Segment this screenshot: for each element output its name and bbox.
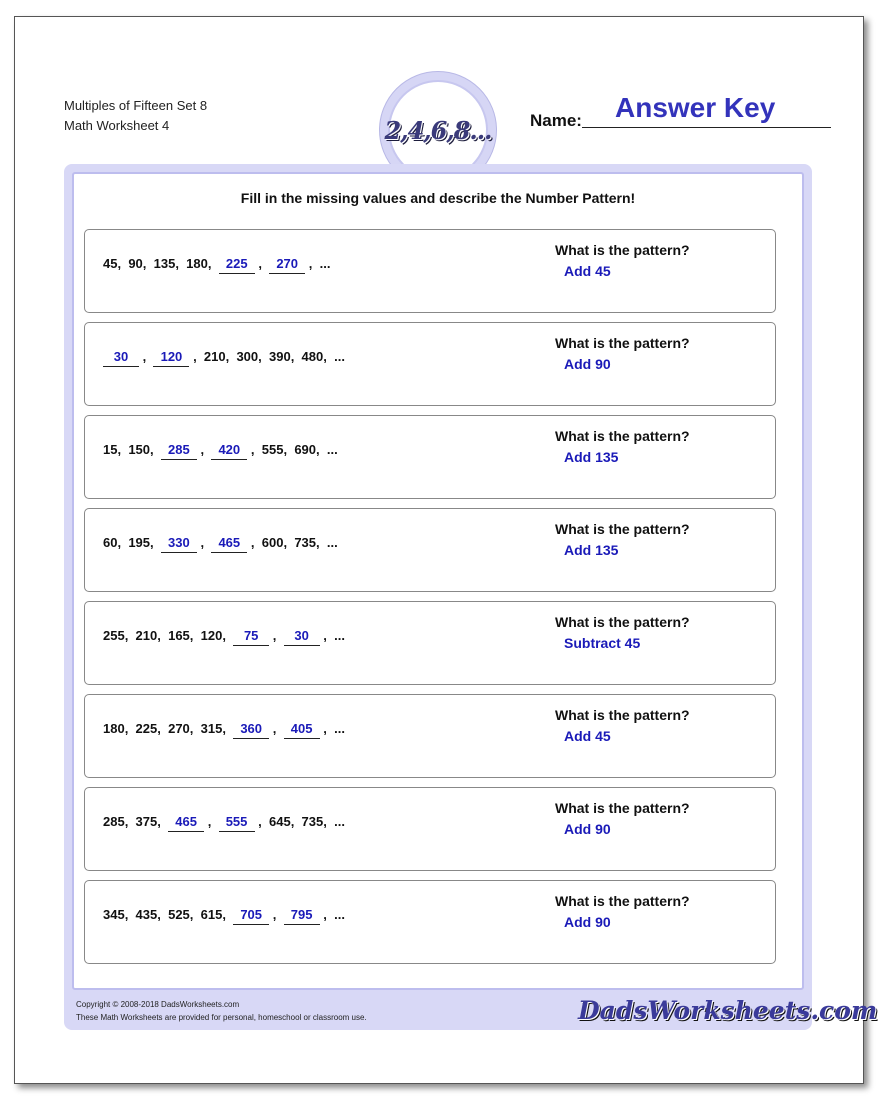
pattern-question: What is the pattern? <box>555 707 690 723</box>
pattern-answer: Add 90 <box>564 821 611 837</box>
answer-key: Answer Key <box>615 92 776 123</box>
number-sequence: 60, 195, 330 , 465 , 600, 735, ... <box>103 535 338 553</box>
problem-box <box>84 787 776 871</box>
problem-box <box>84 229 776 313</box>
sequence-number: 195 <box>128 535 151 550</box>
sequence-number: 255 <box>103 628 125 643</box>
answer-blank: 360 <box>233 721 269 739</box>
number-sequence: 180, 225, 270, 315, 360 , 405 , ... <box>103 721 345 739</box>
problem-box <box>84 508 776 592</box>
sequence-number: 645 <box>269 814 291 829</box>
sequence-number: 210 <box>203 349 226 364</box>
sequence-number: 15 <box>103 442 118 457</box>
sequence-number: 600 <box>261 535 284 550</box>
problem-box <box>84 415 776 499</box>
sequence-number: ... <box>334 907 345 922</box>
sequence-number: 120 <box>200 628 223 643</box>
title-line-1: Multiples of Fifteen Set 8 <box>64 98 208 113</box>
sequence-number: 345 <box>103 907 125 922</box>
problem-box <box>84 601 776 685</box>
sequence-number: 300 <box>236 349 259 364</box>
sequence-number: ... <box>326 442 338 457</box>
number-sequence: 345, 435, 525, 615, 705 , 795 , ... <box>103 907 345 925</box>
usage-notice: These Math Worksheets are provided for personal, homeschool or classroom use. <box>76 1013 367 1022</box>
sequence-number: 735 <box>301 814 324 829</box>
sequence-number: ... <box>334 349 345 364</box>
pattern-answer: Add 90 <box>564 356 611 372</box>
sequence-number: 270 <box>168 721 190 736</box>
pattern-answer: Subtract 45 <box>564 635 641 651</box>
answer-blank: 465 <box>168 814 204 832</box>
answer-blank: 225 <box>219 256 255 274</box>
sequence-number: ... <box>334 628 345 643</box>
number-sequence: 15, 150, 285 , 420 , 555, 690, ... <box>103 442 338 460</box>
answer-blank: 705 <box>233 907 269 925</box>
sequence-number: 90 <box>128 256 143 271</box>
pattern-answer: Add 135 <box>564 542 619 558</box>
sequence-number: 165 <box>168 628 190 643</box>
sequence-number: 690 <box>294 442 317 457</box>
sequence-number: 435 <box>135 907 158 922</box>
problem-box <box>84 880 776 964</box>
pattern-question: What is the pattern? <box>555 335 690 351</box>
answer-blank: 555 <box>219 814 255 832</box>
sequence-number: 150 <box>128 442 151 457</box>
sequence-number: 285 <box>103 814 125 829</box>
copyright-text: Copyright © 2008-2018 DadsWorksheets.com <box>76 1000 240 1009</box>
sequence-number: ... <box>326 535 338 550</box>
sequence-number: 210 <box>135 628 158 643</box>
sequence-number: 180 <box>186 256 208 271</box>
number-sequence: 30 , 120 , 210, 300, 390, 480, ... <box>103 349 345 367</box>
sequence-number: 315 <box>200 721 223 736</box>
sequence-number: ... <box>319 256 331 271</box>
number-sequence: 45, 90, 135, 180, 225 , 270 , ... <box>103 256 330 274</box>
sequence-number: 555 <box>261 442 284 457</box>
footer <box>76 998 367 1024</box>
sequence-number: 135 <box>153 256 176 271</box>
sequence-number: 375 <box>135 814 158 829</box>
pattern-answer: Add 45 <box>564 728 611 744</box>
answer-blank: 120 <box>153 349 189 367</box>
dadsworksheets-logo: DadsWorksheets.com <box>578 996 878 1025</box>
title-line-2: Math Worksheet 4 <box>64 118 170 133</box>
name-line <box>582 127 831 128</box>
sequence-number: ... <box>334 814 345 829</box>
problem-box <box>84 694 776 778</box>
answer-blank: 795 <box>284 907 320 925</box>
answer-blank: 30 <box>103 349 139 367</box>
sequence-number: 225 <box>135 721 158 736</box>
answer-blank: 330 <box>161 535 197 553</box>
answer-blank: 30 <box>284 628 320 646</box>
sequence-number: 525 <box>168 907 190 922</box>
number-sequence: 255, 210, 165, 120, 75 , 30 , ... <box>103 628 345 646</box>
sequence-number: 45 <box>103 256 118 271</box>
name-label: Name: <box>530 111 582 130</box>
pattern-question: What is the pattern? <box>555 893 690 909</box>
pattern-question: What is the pattern? <box>555 242 690 258</box>
number-sequence: 285, 375, 465 , 555 , 645, 735, ... <box>103 814 345 832</box>
pattern-answer: Add 90 <box>564 914 611 930</box>
problem-box <box>84 322 776 406</box>
sequence-number: 615 <box>200 907 223 922</box>
sequence-number: 180 <box>103 721 125 736</box>
pattern-question: What is the pattern? <box>555 521 690 537</box>
worksheet-title <box>64 96 207 136</box>
answer-blank: 285 <box>161 442 197 460</box>
answer-blank: 465 <box>211 535 247 553</box>
pattern-question: What is the pattern? <box>555 614 690 630</box>
answer-blank: 75 <box>233 628 269 646</box>
instructions: Fill in the missing values and describe the Number Pattern! <box>240 190 636 206</box>
pattern-question: What is the pattern? <box>555 428 690 444</box>
sequence-number: 60 <box>103 535 118 550</box>
answer-blank: 405 <box>284 721 320 739</box>
sequence-number: 735 <box>294 535 317 550</box>
badge-text: 2,4,6,8... <box>384 115 492 145</box>
pattern-answer: Add 45 <box>564 263 611 279</box>
answer-blank: 270 <box>269 256 305 274</box>
answer-blank: 420 <box>211 442 247 460</box>
pattern-question: What is the pattern? <box>555 800 690 816</box>
sequence-number: 480 <box>301 349 324 364</box>
pattern-answer: Add 135 <box>564 449 619 465</box>
sequence-number: ... <box>334 721 345 736</box>
sequence-number: 390 <box>269 349 291 364</box>
